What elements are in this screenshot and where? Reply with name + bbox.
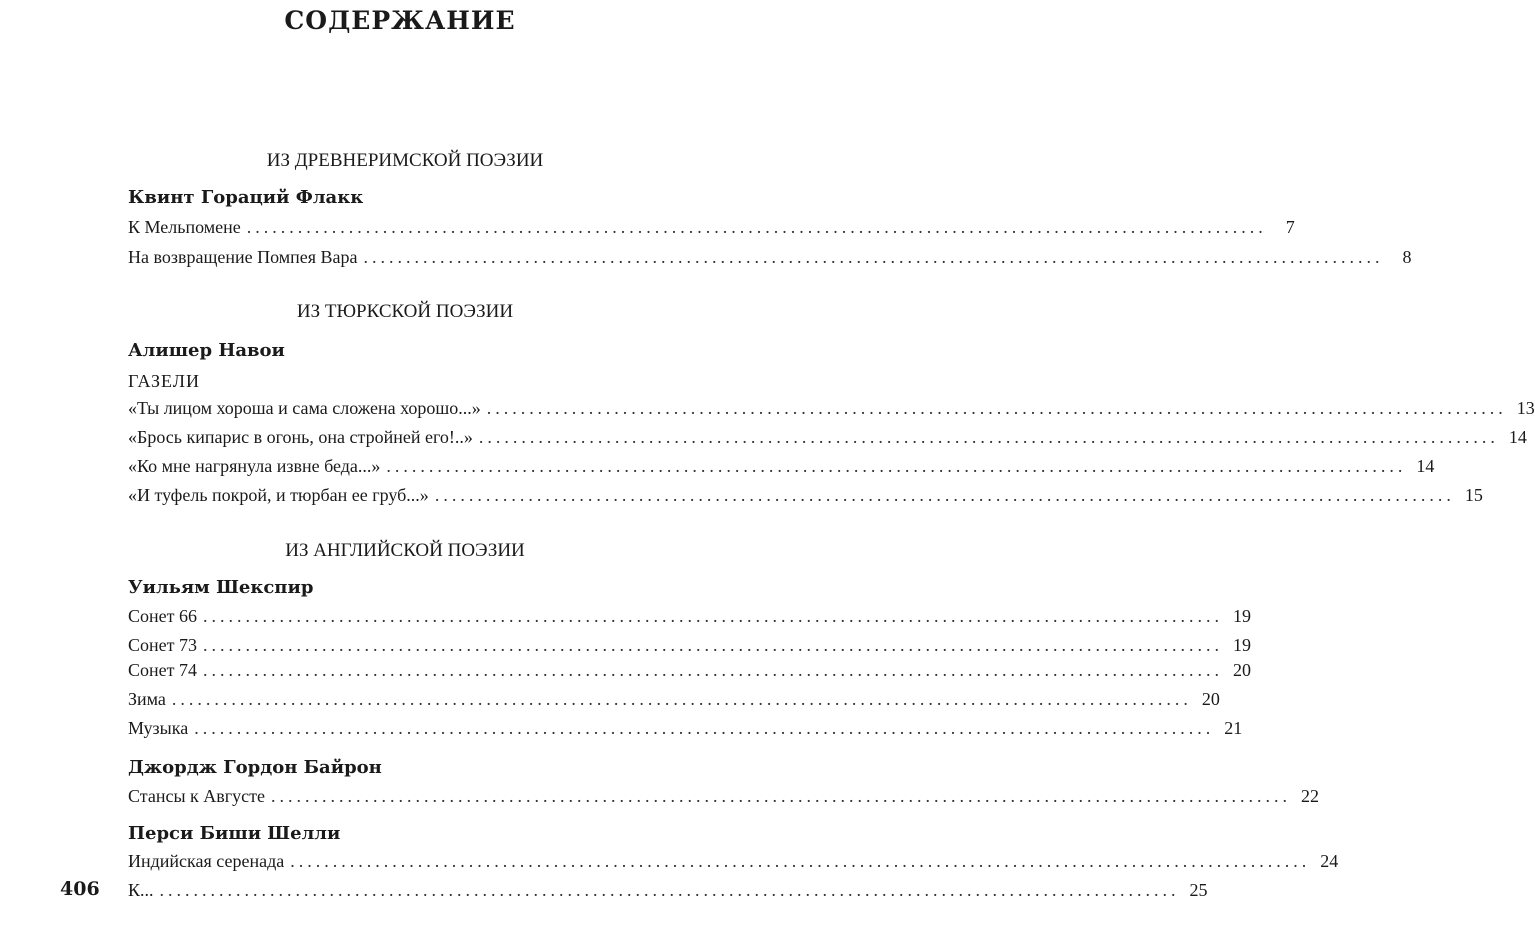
author-name: Джордж Гордон Байрон [128,757,382,778]
subheading: ГАЗЕЛИ [128,371,200,391]
entry-title: «Ты лицом хороша и сама сложена хорошо...» [128,398,481,418]
entry-title: «И туфель покрой, и тюрбан ее груб...» [128,485,429,505]
toc-entry[interactable] [128,718,1243,746]
entry-page: 8 [1402,247,1412,267]
entry-page: 14 [1416,456,1435,476]
section-heading: ИЗ ТЮРКСКОЙ ПОЭЗИИ [296,301,514,322]
dot-leader: ........................................................................................................................ [203,660,1223,680]
entry-title: Сонет 73 [128,635,197,655]
entry-page: 19 [1233,635,1251,655]
section-heading: ИЗ АНГЛИЙСКОЙ ПОЭЗИИ [285,540,525,561]
author-name: Уильям Шекспир [128,577,314,598]
toc-entry[interactable] [128,689,1220,717]
entry-page: 24 [1320,851,1339,871]
toc-entry[interactable] [128,606,1251,634]
toc-entry[interactable] [128,635,1251,663]
dot-leader: ........................................................................................................................ [363,247,1384,267]
entry-title: К... [128,880,154,900]
page-title: СОДЕРЖАНИЕ [284,6,516,35]
entry-page: 15 [1464,485,1483,505]
dot-leader: ........................................................................................................................ [386,456,1407,476]
toc-entry[interactable] [128,398,1535,426]
toc-entry[interactable] [128,851,1339,879]
entry-title: «Брось кипарис в огонь, она стройней его!..» [128,427,473,447]
dot-leader: ........................................................................................................................ [246,217,1267,237]
dot-leader: ........................................................................................................................ [194,718,1215,738]
entry-page: 25 [1189,880,1208,900]
entry-page: 20 [1201,689,1220,709]
entry-page: 19 [1233,606,1251,626]
entry-page: 13 [1516,398,1535,418]
entry-page: 7 [1285,217,1295,237]
entry-title: Сонет 74 [128,660,197,680]
entry-page: 22 [1301,786,1320,806]
page-number: 406 [60,878,100,900]
dot-leader: ........................................................................................................................ [203,606,1223,626]
entry-page: 14 [1508,427,1527,447]
dot-leader: ........................................................................................................................ [159,880,1180,900]
entry-title: Сонет 66 [128,606,197,626]
toc-entry[interactable] [128,786,1320,814]
entry-title: Музыка [128,718,189,738]
dot-leader: ........................................................................................................................ [486,398,1507,418]
dot-leader: ........................................................................................................................ [171,689,1192,709]
toc-entry[interactable] [128,427,1527,455]
toc-entry[interactable] [128,880,1208,908]
dot-leader: ........................................................................................................................ [434,485,1455,505]
author-name: Перси Биши Шелли [128,823,341,844]
author-name: Алишер Навои [128,340,285,361]
toc-entry[interactable] [128,247,1412,275]
dot-leader: ........................................................................................................................ [290,851,1311,871]
entry-title: «Ко мне нагрянула извне беда...» [128,456,381,476]
entry-page: 21 [1224,718,1243,738]
dot-leader: ........................................................................................................................ [203,635,1223,655]
toc-entry[interactable] [128,217,1295,245]
dot-leader: ........................................................................................................................ [271,786,1292,806]
entry-title: Индийская серенада [128,851,285,871]
entry-title: Стансы к Августе [128,786,266,806]
entry-title: Зима [128,689,166,709]
author-name: Квинт Гораций Флакк [128,187,364,208]
entry-title: К Мельпомене [128,217,241,237]
toc-entry[interactable] [128,660,1251,688]
toc-entry[interactable] [128,485,1483,513]
section-heading: ИЗ ДРЕВНЕРИМСКОЙ ПОЭЗИИ [266,150,544,171]
entry-page: 20 [1233,660,1251,680]
dot-leader: ........................................................................................................................ [478,427,1499,447]
toc-entry[interactable] [128,456,1435,484]
entry-title: На возвращение Помпея Вара [128,247,358,267]
